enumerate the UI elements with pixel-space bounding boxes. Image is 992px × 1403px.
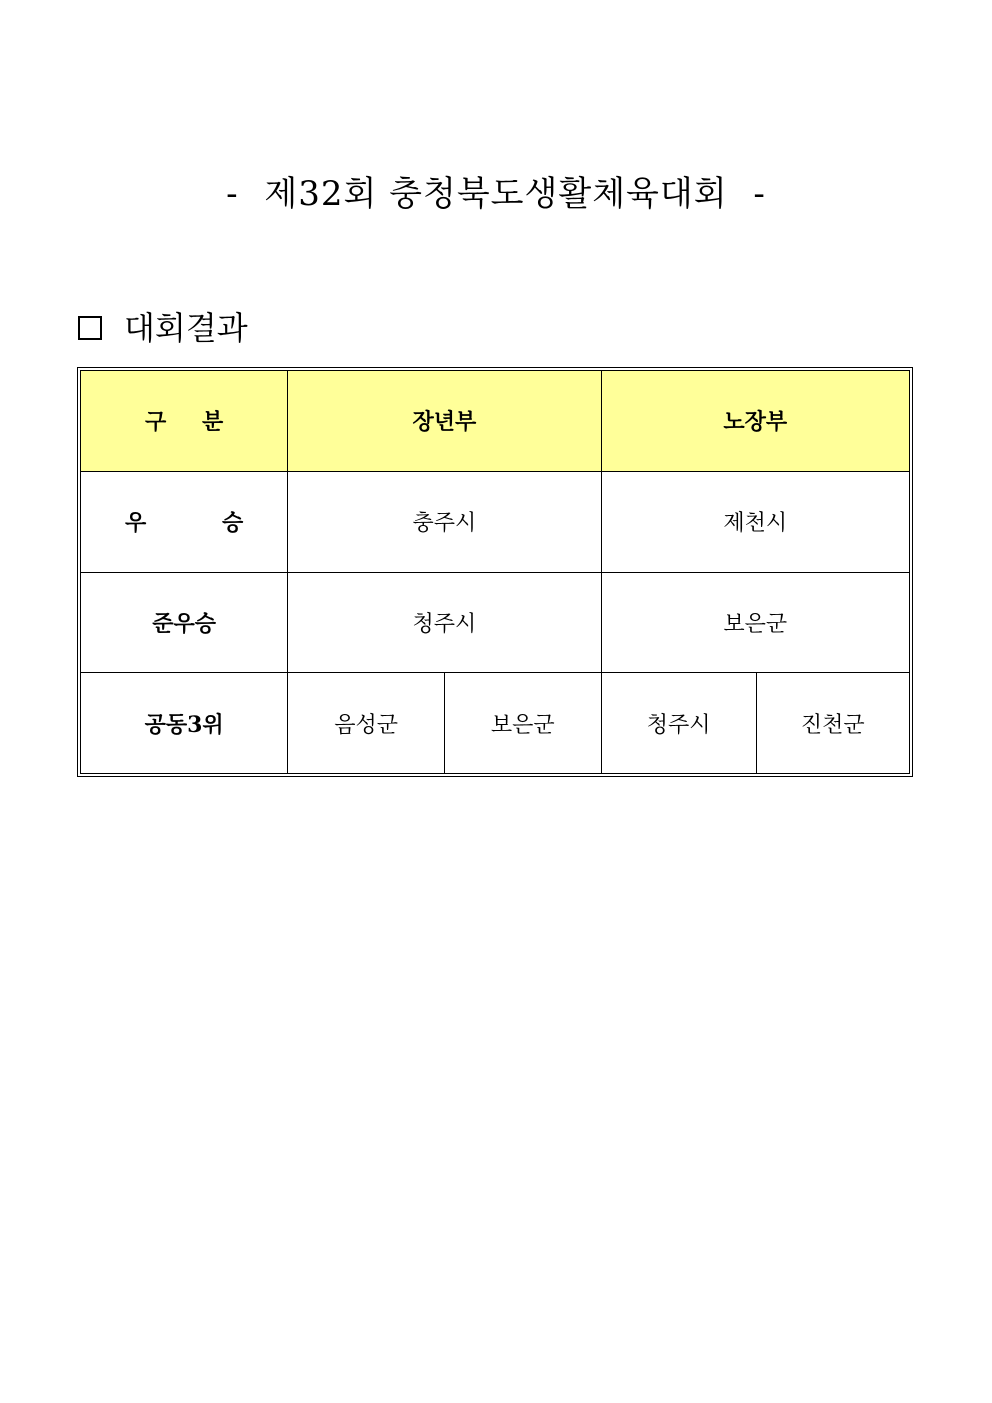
- table-row-runner-up: [81, 572, 910, 673]
- header-division-senior: 노장부: [601, 371, 909, 472]
- title-text: 제32회 충청북도생활체육대회: [264, 174, 728, 214]
- joint-third-youth-1: 음성군: [288, 673, 445, 774]
- header-category: 구 분: [81, 371, 288, 472]
- runner-up-senior: 보은군: [601, 572, 909, 673]
- winner-senior: 제천시: [601, 471, 909, 572]
- page-title: [0, 168, 992, 220]
- row-label-joint-third: 공동3위: [81, 673, 288, 774]
- winner-youth: 충주시: [288, 471, 601, 572]
- table-row-joint-third: [81, 673, 910, 774]
- joint-third-senior-1: 청주시: [601, 673, 756, 774]
- title-dash-left: -: [226, 174, 239, 214]
- header-division-youth: 장년부: [288, 371, 601, 472]
- runner-up-youth: 청주시: [288, 572, 601, 673]
- row-label-winner: 우 승: [81, 471, 288, 572]
- table-header-row: [81, 371, 910, 472]
- square-bullet-icon: [78, 316, 102, 340]
- table-row-winner: [81, 471, 910, 572]
- joint-third-youth-2: 보은군: [444, 673, 601, 774]
- results-table: [80, 370, 910, 774]
- section-heading-text: 대회결과: [124, 309, 248, 347]
- row-label-runner-up: 준우승: [81, 572, 288, 673]
- results-table-frame: [77, 367, 913, 777]
- title-dash-right: -: [753, 174, 766, 214]
- section-heading: [78, 306, 248, 350]
- joint-third-senior-2: 진천군: [756, 673, 909, 774]
